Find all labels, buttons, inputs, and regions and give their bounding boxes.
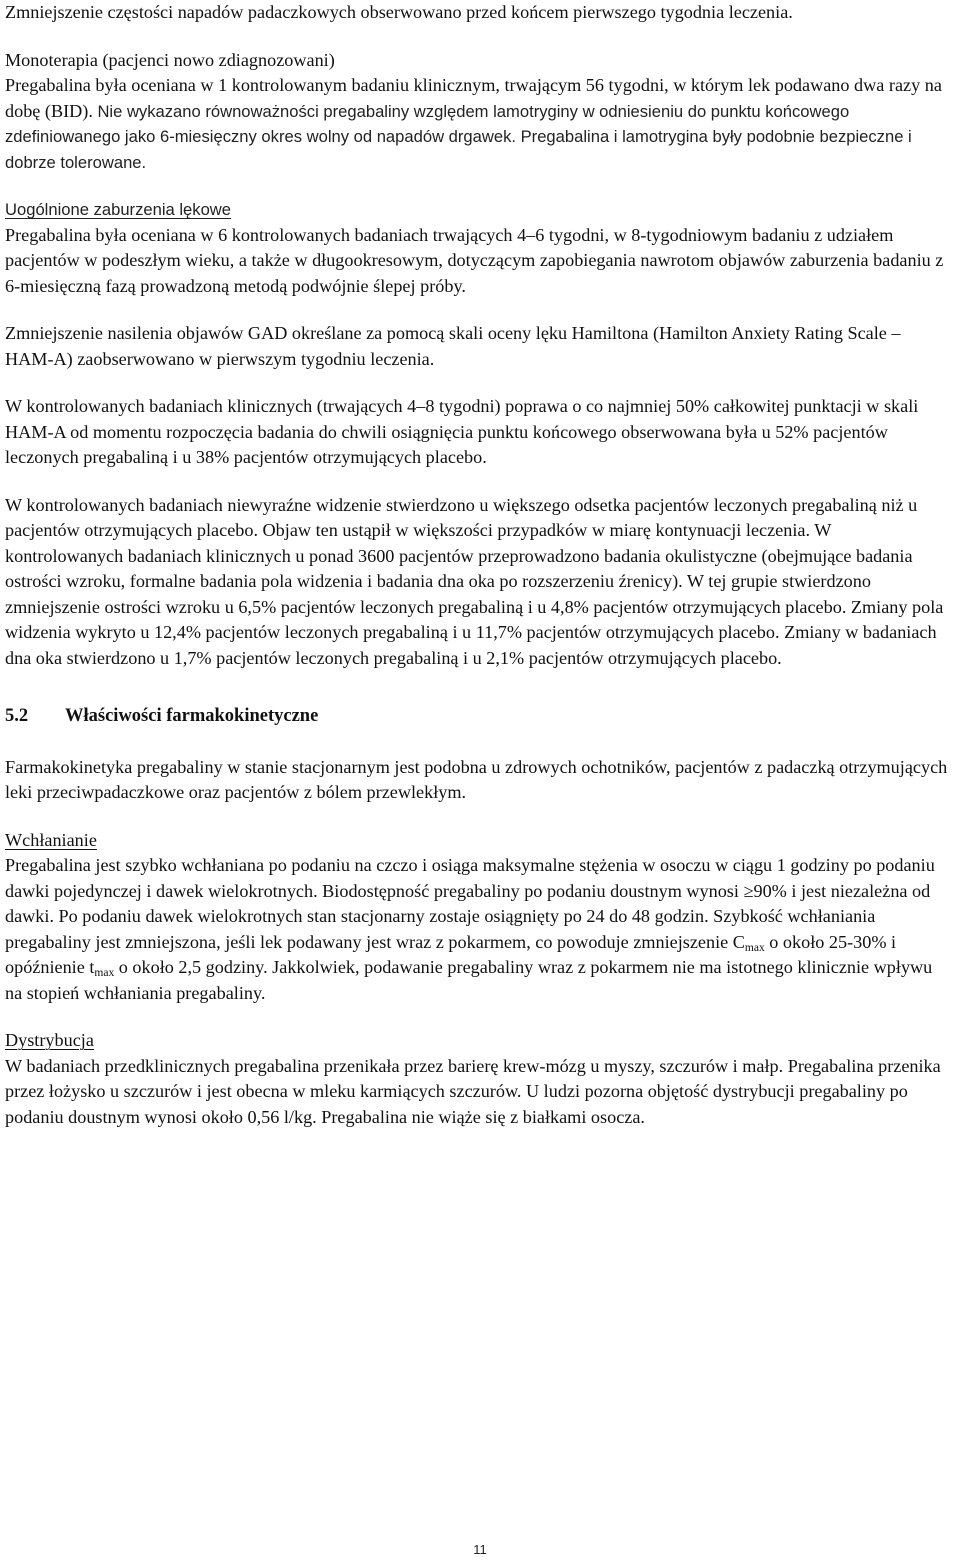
document-page	[5, 0, 953, 1130]
cmax-subscript: max	[744, 941, 765, 954]
distribution-heading: Dystrybucja	[5, 1030, 94, 1050]
paragraph-distribution: W badaniach przedklinicznych pregabalina przenikała przez barierę krew-mózg u myszy, szczurów i małp. Pregabalina przenika przez łożysko u szczurów i jest obecna w mleku karmiących szczurów. U ludzi pozorna objętość dystrybucji pregabaliny po podaniu doustnym wynosi około 0,56 l/kg. Pregabalina nie wiąże się z białkami osocza.	[5, 1055, 941, 1127]
section-number: 5.2	[5, 706, 29, 726]
monotherapy-text-b: Nie wykazano równoważności pregabaliny względem lamotryginy w odniesieniu do punktu końcowego zdefiniowanego jako 6-miesięczny okres wolny od napadów drgawek. Pregabalina i lamotrygina były podobnie bezpieczne i dobrze tolerowane.	[5, 101, 912, 172]
greater-equal-symbol: ≥	[743, 880, 754, 901]
paragraph-pharmacokinetics: Farmakokinetyka pregabaliny w stanie stacjonarnym jest podobna u zdrowych ochotników, pacjentów z padaczką otrzymujących leki przeciwpadaczkowe oraz pacjentów z bólem przewlekłym.	[5, 756, 948, 802]
tmax-subscript: max	[94, 967, 115, 979]
absorption-heading: Wchłanianie	[5, 829, 97, 850]
paragraph-seizure-reduction: Zmniejszenie częstości napadów padaczkowych obserwowano przed końcem pierwszego tygodnia leczenia.	[5, 2, 793, 22]
tmax-symbol: t	[89, 957, 95, 977]
paragraph-absorption	[5, 853, 953, 1006]
section-heading	[5, 704, 953, 730]
paragraph-gad-trials: Pregabalina była oceniana w 6 kontrolowanych badaniach trwających 4–6 tygodni, w 8-tygodniowym badaniu z udziałem pacjentów w podeszłym wieku, a także w długookresowym, dotyczącym zapobiegania nawrotom objawów zaburzenia badaniu z 6-miesięczną fazą prowadzoną metodą podwójnie ślepej próby.	[5, 224, 944, 296]
paragraph-monotherapy	[5, 73, 953, 175]
absorption-text-1: Pregabalina jest szybko wchłaniana po podaniu na czczo i osiąga maksymalne stężenia w osoczu w ciągu 1 godziny po podaniu dawki pojedynczej i dawek wielokrotnych. Biodostępność pregabaliny po podaniu doustnym wynosi	[5, 855, 935, 901]
absorption-text-2: 90% i jest niezależna od dawki. Po podaniu dawek wielokrotnych stan stacjonarny zostaje osiągnięty po 24 do 48 godzin. Szybkość wchłaniania pregabaliny jest zmniejszona, jeśli lek podawany jest wraz z pokarmem, co powoduje zmniejszenie	[5, 880, 931, 952]
paragraph-vision: W kontrolowanych badaniach niewyraźne widzenie stwierdzono u większego odsetka pacjentów leczonych pregabaliną niż u pacjentów otrzymujących placebo. Objaw ten ustąpił w większości przypadków w miarę kontynuacji leczenia. W kontrolowanych badaniach klinicznych u ponad 3600 pacjentów przeprowadzono badania okulistyczne (obejmujące badania ostrości wzroku, formalne badania pola widzenia i badania dna oka po rozszerzeniu źrenicy). W tej grupie stwierdzono zmniejszenie ostrości wzroku u 6,5% pacjentów leczonych pregabaliną i u 4,8% pacjentów otrzymujących placebo. Zmiany pola widzenia wykryto u 12,4% pacjentów leczonych pregabaliną i u 11,7% pacjentów otrzymujących placebo. Zmiany w badaniach dna oka stwierdzono u 1,7% pacjentów leczonych pregabaliną i u 2,1% pacjentów otrzymujących placebo.	[5, 494, 944, 668]
section-title: Właściwości farmakokinetyczne	[65, 706, 319, 726]
paragraph-ham-a: Zmniejszenie nasilenia objawów GAD określane za pomocą skali oceny lęku Hamiltona (Hamilton Anxiety Rating Scale – HAM-A) zaobserwowano w pierwszym tygodniu leczenia.	[5, 323, 901, 369]
paragraph-controlled-trials: W kontrolowanych badaniach klinicznych (trwających 4–8 tygodni) poprawa o co najmniej 50% całkowitej punktacji w skali HAM-A od momentu rozpoczęcia badania do chwili osiągnięcia punktu końcowego obserwowana była u 52% pacjentów leczonych pregabaliną i u 38% pacjentów otrzymujących placebo.	[5, 396, 919, 467]
monotherapy-heading: Monoterapia (pacjenci nowo zdiagnozowani)	[5, 49, 335, 70]
absorption-text-3: o około 25-30% i opóźnienie	[5, 931, 897, 977]
absorption-text-4: o około 2,5 godziny. Jakkolwiek, podawanie pregabaliny wraz z pokarmem nie ma istotnego klinicznie wpływu na stopień wchłaniania pregabaliny.	[5, 957, 933, 1003]
gad-heading: Uogólnione zaburzenia lękowe	[5, 200, 232, 219]
monotherapy-text-a: Pregabalina była oceniana w 1 kontrolowanym badaniu klinicznym, trwającym 56 tygodni, w którym lek podawano dwa razy na dobę (BID).	[5, 75, 942, 121]
page-number: 11	[473, 1542, 487, 1557]
cmax-symbol: C	[732, 931, 745, 952]
